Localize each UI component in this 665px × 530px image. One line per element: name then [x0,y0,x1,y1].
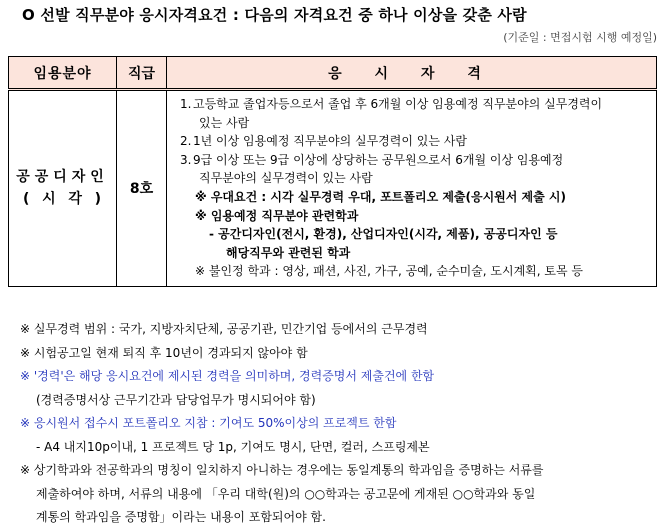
qual-item-3: 3. 9급 이상 또는 9급 이상에 상당하는 공무원으로서 6개월 이상 임용예정 [180,152,564,167]
qualification-cell [167,90,657,287]
table-header-row [9,57,657,90]
note-item: (경력증명서상 근무기간과 담당업무가 명시되어야 함) [36,392,316,407]
note-item: - A4 내지10p이내, 1 프로젝트 당 1p, 기여도 명시, 단면, 컬러, 스프링제본 [36,439,430,454]
note-item: 계통의 학과임을 증명함」이라는 내용이 포함되어야 함. [36,510,326,524]
qualification-table [8,56,657,287]
qual-item-3-cont: 직무분야의 실무경력이 있는 사람 [199,171,373,186]
field-cell [9,90,117,287]
header-qualification: 응 시 자 격 [167,57,657,90]
reference-date-note: (기준일 : 면접시험 시행 예정일) [503,31,657,44]
grade-cell: 8호 [117,90,167,287]
preference-note: ※ 우대요건 : 시각 실무경력 우대, 포트폴리오 제출(응시원서 제출 시) [195,189,566,204]
field-name: 공공디자인 [16,169,109,186]
section-title: O 선발 직무분야 응시자격요건 : 다음의 자격요건 중 하나 이상을 갖춘 사람 [22,6,527,24]
note-item: ※ '경력'은 해당 응시요건에 제시된 경력을 의미하며, 경력증명서 제출건에 한함 [20,369,435,383]
qual-item-1: 1. 고등학교 졸업자등으로서 졸업 후 6개월 이상 임용예정 직무분야의 실무경력이 [180,97,603,111]
note-item: ※ 상기학과와 전공학과의 명칭이 일치하지 아니하는 경우에는 동일계통의 학과임을 증명하는 서류를 [20,463,544,477]
table-row [9,90,657,287]
qual-item-1-cont: 있는 사람 [199,115,250,130]
header-grade: 직급 [117,57,167,90]
excluded-dept-note: ※ 불인정 학과 : 영상, 패션, 사진, 가구, 공예, 순수미술, 도시계획, 토목 등 [195,264,583,279]
notes-section [20,318,660,530]
related-dept-note: ※ 임용예정 직무분야 관련학과 [195,208,359,223]
header-field: 임용분야 [9,57,117,90]
related-dept-list-cont: 해당직무와 관련된 학과 [226,245,351,260]
note-item: ※ 시험공고일 현재 퇴직 후 10년이 경과되지 않아야 함 [20,345,308,360]
note-item: ※ 응시원서 접수시 포트폴리오 지참 : 기여도 50%이상의 프로젝트 한함 [20,416,397,430]
note-item: 제출하여야 하며, 서류의 내용에 「우리 대학(원)의 ○○학과는 공고문에 게재된 ○○학과와 동일 [36,486,536,501]
note-item: ※ 실무경력 범위 : 국가, 지방자치단체, 공공기관, 민간기업 등에서의 근무경력 [20,322,428,336]
qual-item-2: 2. 1년 이상 임용예정 직무분야의 실무경력이 있는 사람 [180,134,467,149]
related-dept-list: - 공간디자인(전시, 환경), 산업디자인(시각, 제품), 공공디자인 등 [209,227,558,242]
field-subname: ( 시 각 ) [22,191,103,208]
